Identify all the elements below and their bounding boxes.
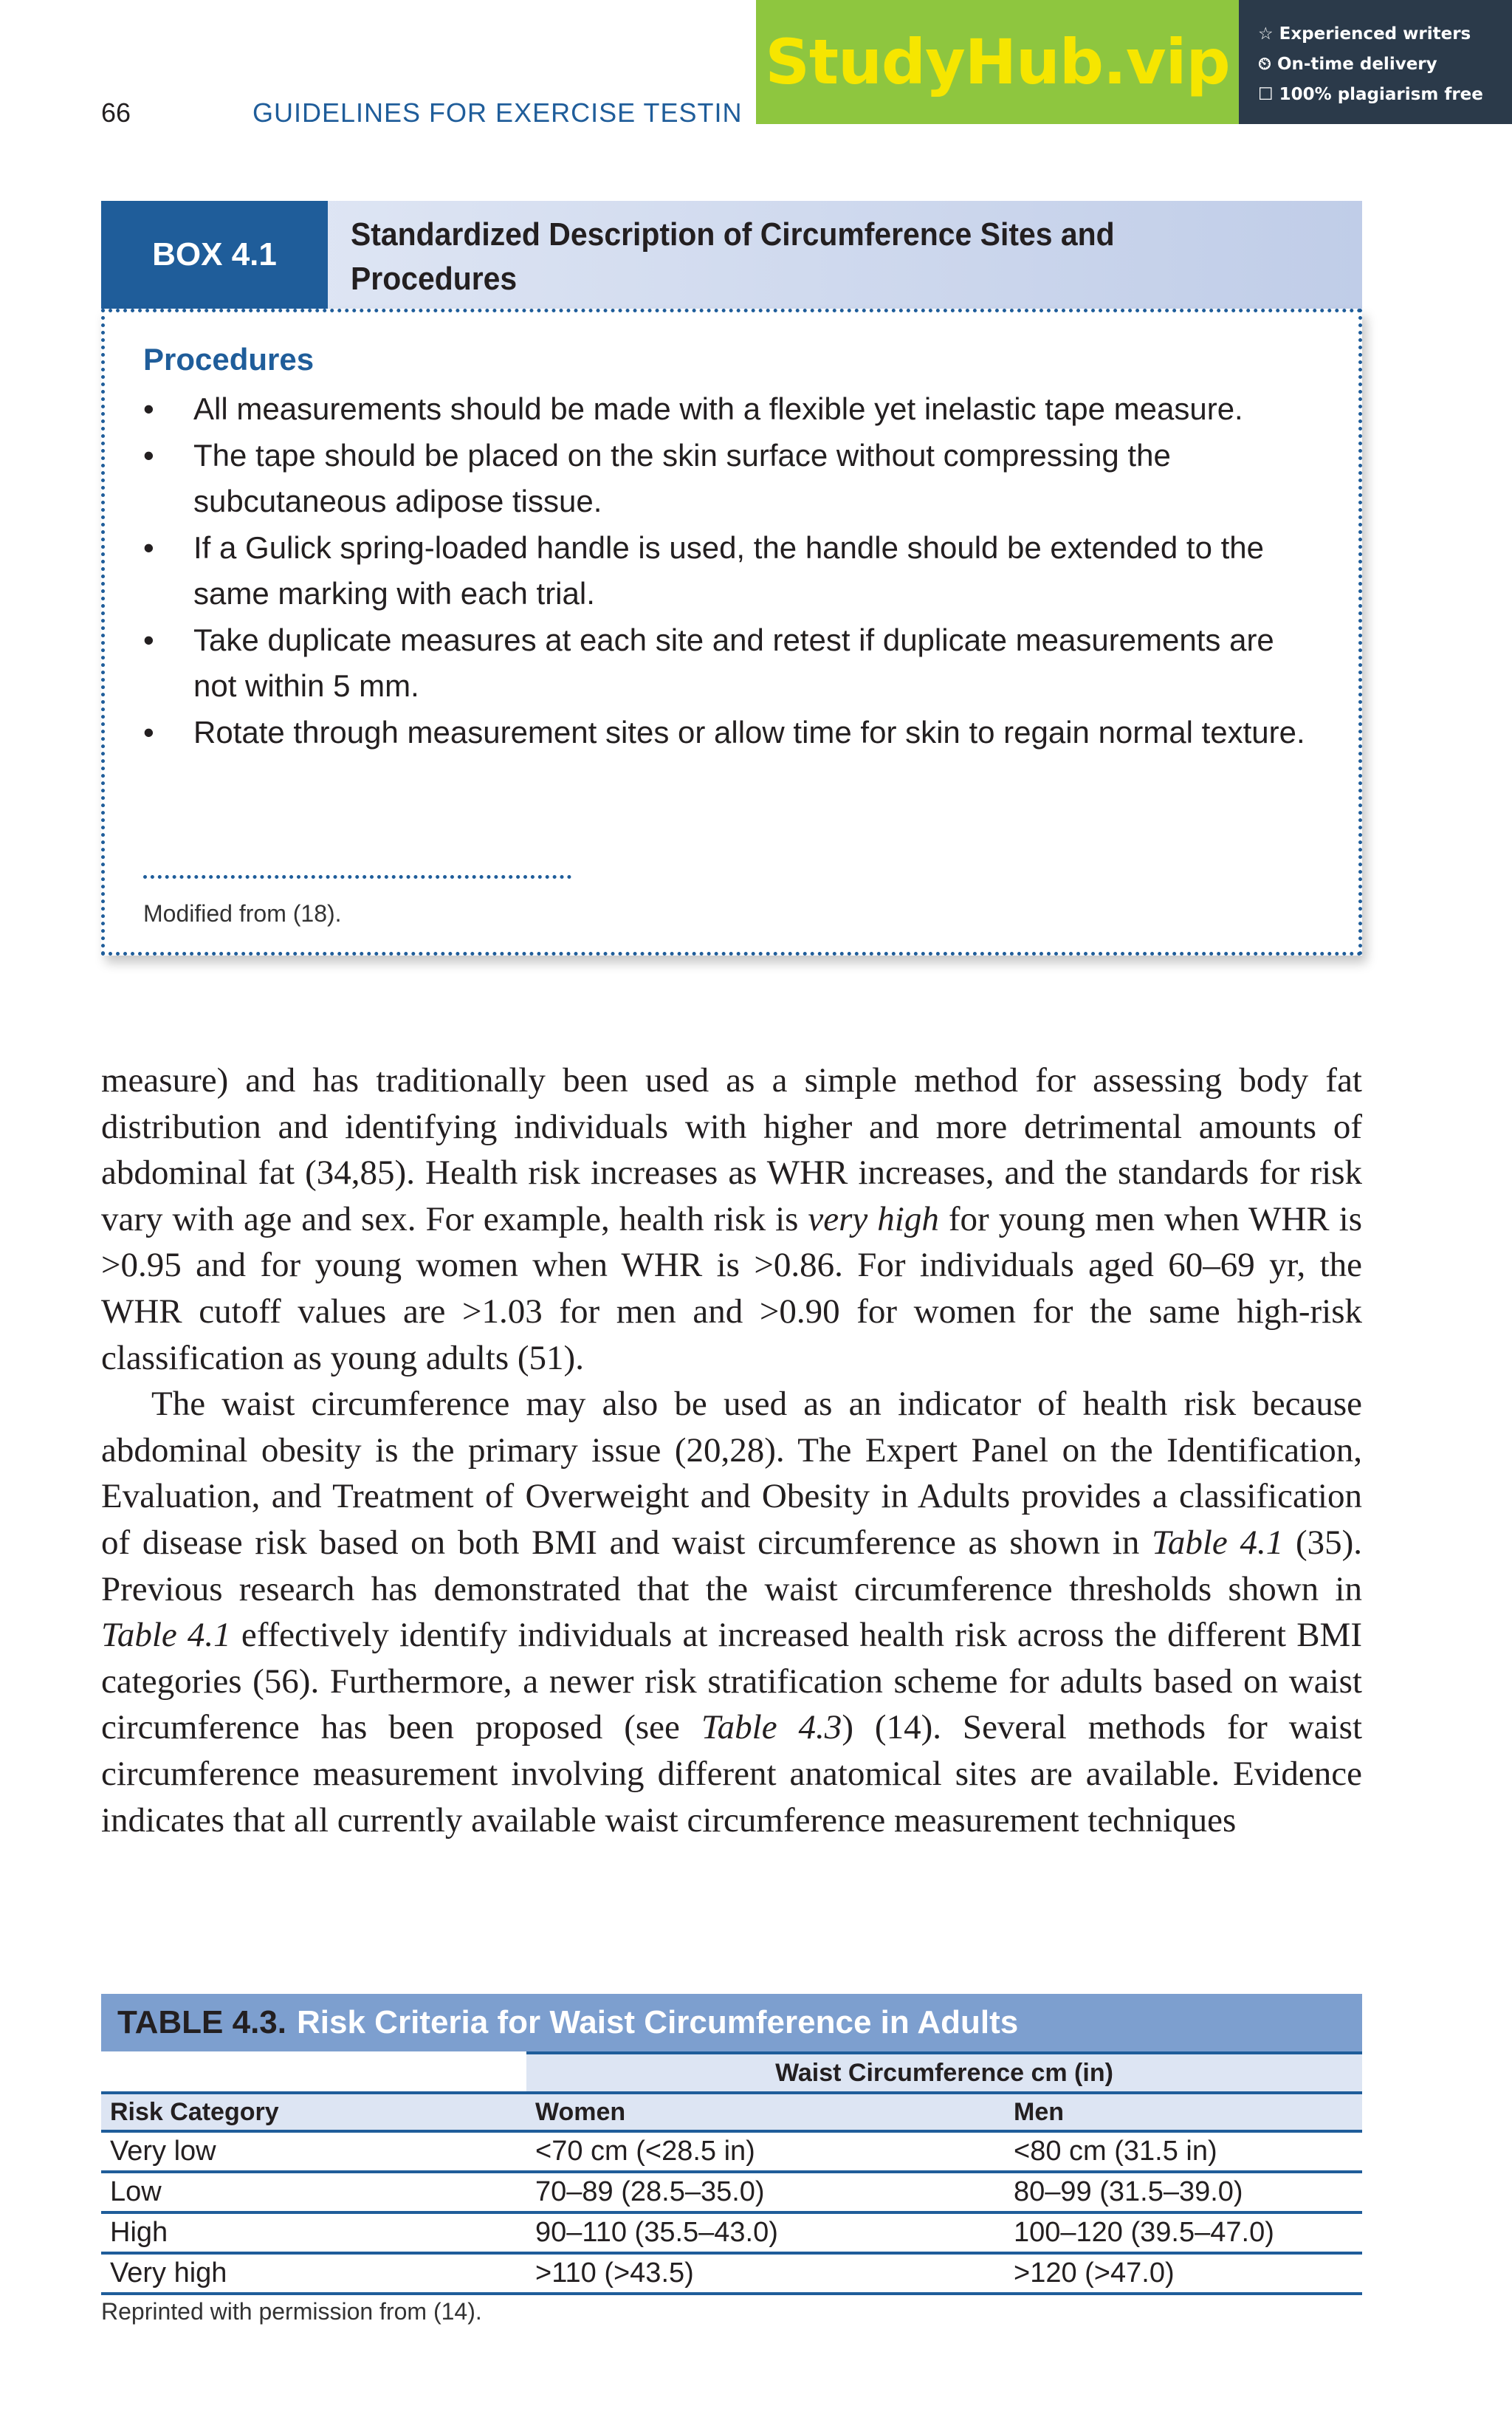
- text-run: for young men when WHR is >0.95 and for young women when WHR is >0.86. For individuals aged 60–69 yr, the WHR cutoff values are >1.03 for men and >0.90 for women for the same high-risk classification as young adults (51).: [101, 1199, 1362, 1377]
- body-text: [101, 1057, 1362, 1843]
- page-number: 66: [101, 97, 131, 128]
- table-source-note: Reprinted with permission from (14).: [101, 2298, 482, 2325]
- table-title: Risk Criteria for Waist Circumference in Adults: [297, 2004, 1019, 2040]
- table-reference: Table 4.1: [101, 1616, 231, 1655]
- table-cell: 100–120 (39.5–47.0): [1005, 2212, 1362, 2253]
- table-reference: Table 4.1: [1152, 1523, 1284, 1562]
- table-span-header: Waist Circumference cm (in): [526, 2053, 1362, 2093]
- table-reference: Table 4.3: [701, 1708, 842, 1747]
- list-item: • All measurements should be made with a flexible yet inelastic tape measure.: [143, 386, 1324, 433]
- paragraph-whr: [101, 1057, 1362, 1381]
- box-body: [101, 309, 1362, 956]
- column-header-women: Women: [526, 2093, 1005, 2131]
- column-header-risk-category: Risk Category: [101, 2093, 526, 2131]
- table-title-bar: [101, 1994, 1362, 2051]
- watermark-logo-panel: [756, 0, 1239, 124]
- running-head: GUIDELINES FOR EXERCISE TESTIN: [252, 97, 743, 128]
- feature-on-time-delivery: ⏲ On-time delivery: [1258, 55, 1437, 74]
- table-row: [101, 2131, 1362, 2172]
- table-cell: <70 cm (<28.5 in): [526, 2131, 1005, 2172]
- list-item: • Rotate through measurement sites or allow time for skin to regain normal texture.: [143, 710, 1324, 756]
- table-row: [101, 2253, 1362, 2294]
- table-cell: 80–99 (31.5–39.0): [1005, 2172, 1362, 2212]
- list-item: • If a Gulick spring-loaded handle is used, the handle should be extended to the same marking with each trial.: [143, 525, 1324, 617]
- text-run: ) (14). Several methods for waist circumference measurement involving different anatomical sites are available. Evidence indicates that all currently available waist circumference measurement techniques: [101, 1708, 1363, 1840]
- box-title-text: Standardized Description of Circumference Sites and Procedures: [351, 216, 1115, 297]
- table-cell: 90–110 (35.5–43.0): [526, 2212, 1005, 2253]
- paragraph-waist-circumference: [101, 1381, 1362, 1843]
- box-header: [101, 201, 1362, 309]
- feature-plagiarism-free: ☐ 100% plagiarism free: [1258, 85, 1483, 104]
- table-number: TABLE 4.3.: [117, 2004, 287, 2040]
- table-cell: <80 cm (31.5 in): [1005, 2131, 1362, 2172]
- box-label: BOX 4.1: [101, 201, 328, 309]
- divider: [143, 875, 571, 879]
- table-span-header-row: [101, 2053, 1362, 2093]
- procedures-list: [143, 386, 1324, 755]
- table-cell: High: [101, 2212, 526, 2253]
- table-row: [101, 2172, 1362, 2212]
- text-run: measure) and has traditionally been used as a simple method for assessing body fat distribution and identifying individuals with higher and more detrimental amounts of abdominal fat (34,85). Health risk increases as WHR increases, and the standards for risk vary with age and sex. For example, health risk is: [101, 1061, 1362, 1238]
- watermark-logo: StudyHub.vip: [765, 26, 1230, 98]
- table-cell: Low: [101, 2172, 526, 2212]
- column-header-men: Men: [1005, 2093, 1362, 2131]
- box-source-note: Modified from (18).: [143, 900, 342, 927]
- feature-experienced-writers: ☆ Experienced writers: [1258, 24, 1471, 44]
- emphasis-very-high: very high: [808, 1199, 939, 1238]
- table-header-row: [101, 2093, 1362, 2131]
- watermark-features: [1239, 0, 1512, 124]
- table-cell: >120 (>47.0): [1005, 2253, 1362, 2294]
- table-cell: 70–89 (28.5–35.0): [526, 2172, 1005, 2212]
- list-item: • The tape should be placed on the skin surface without compressing the subcutaneous adipose tissue.: [143, 433, 1324, 525]
- table-header-blank: [101, 2053, 526, 2093]
- text-run: effectively identify individuals at increased health risk across the different BMI categories (56). Furthermore, a newer risk stratification scheme for adults based on waist circumference has been proposed (see: [101, 1616, 1362, 1747]
- text-run: (35). Previous research has demonstrated that the waist circumference thresholds shown in: [101, 1523, 1362, 1608]
- procedures-heading: Procedures: [143, 342, 315, 377]
- table-cell: Very low: [101, 2131, 526, 2172]
- list-item: • Take duplicate measures at each site and retest if duplicate measurements are not within 5 mm.: [143, 617, 1324, 710]
- watermark-banner[interactable]: [756, 0, 1512, 124]
- text-run: The waist circumference may also be used as an indicator of health risk because abdominal obesity is the primary issue (20,28). The Expert Panel on the Identification, Evaluation, and Treatment of Overweight and Obesity in Adults provides a classification of disease risk based on both BMI and waist circumference as shown in: [101, 1385, 1362, 1562]
- table-cell: Very high: [101, 2253, 526, 2294]
- table-cell: >110 (>43.5): [526, 2253, 1005, 2294]
- table-row: [101, 2212, 1362, 2253]
- risk-criteria-table: [101, 2051, 1362, 2295]
